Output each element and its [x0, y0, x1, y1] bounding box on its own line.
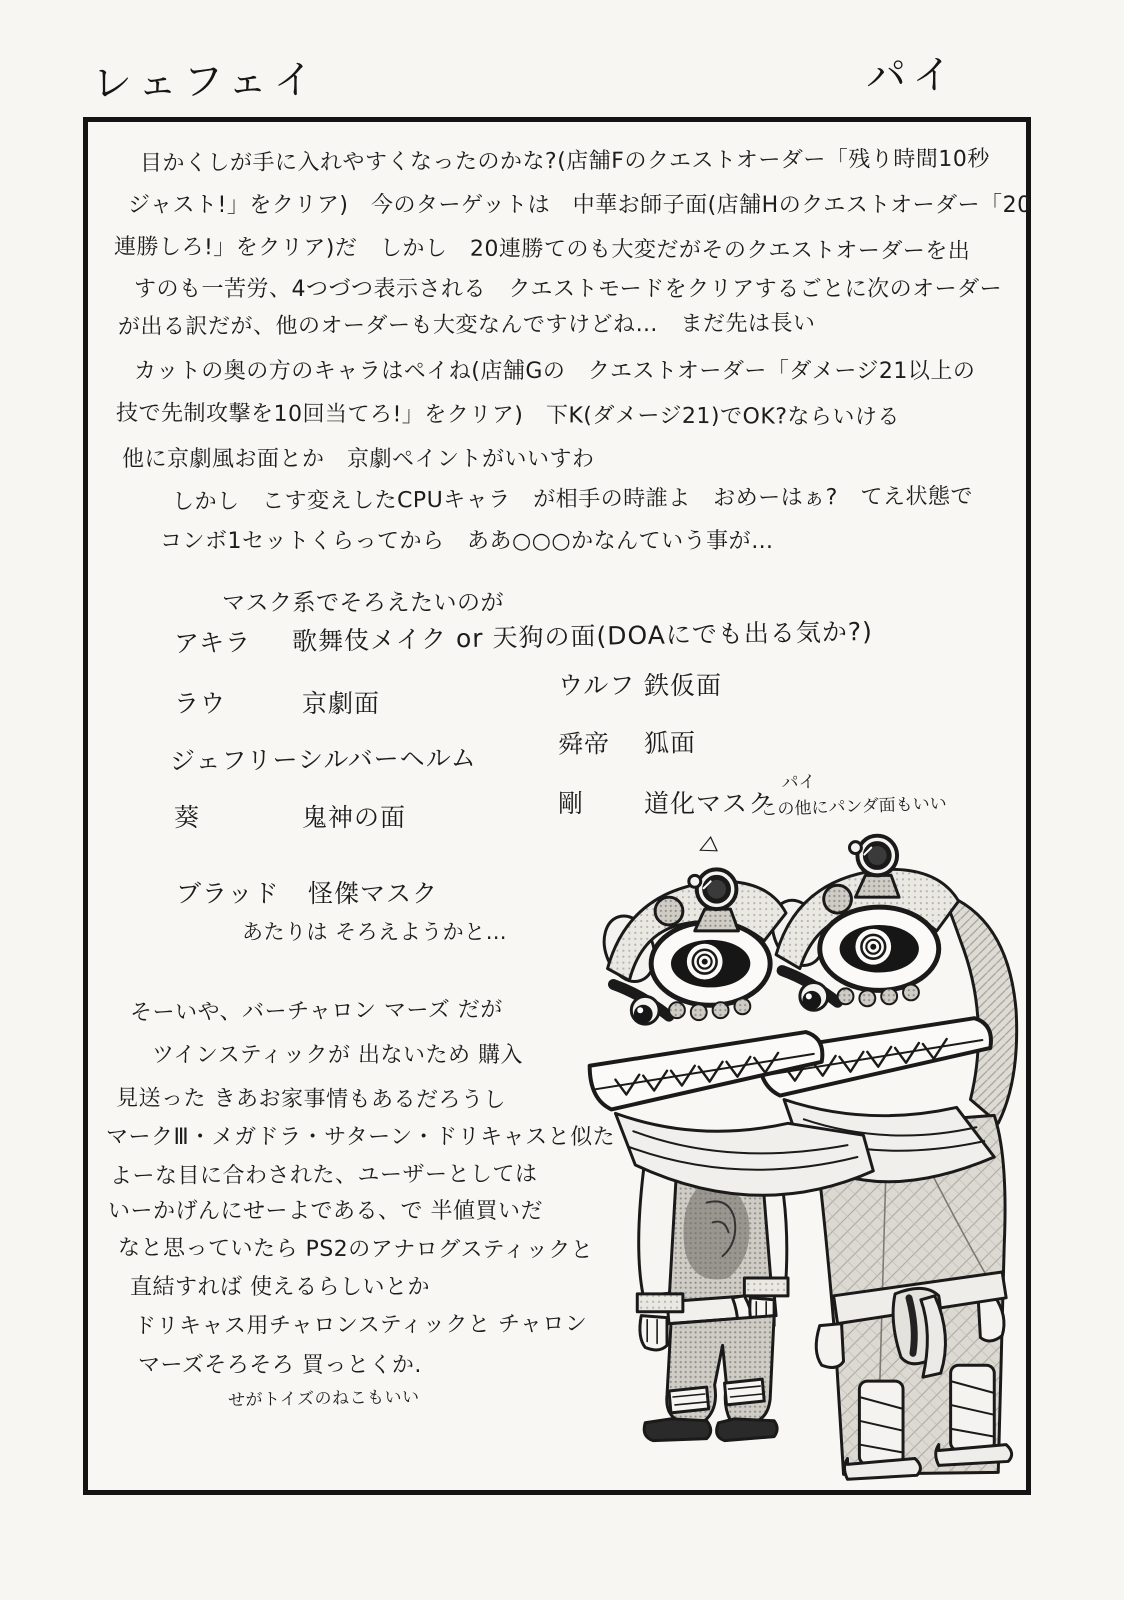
- character-name: アキラ: [173, 627, 252, 659]
- character-name: パイ: [781, 772, 816, 794]
- handwritten-line: 他に京劇風お面とか 京劇ペイントがいいすわ: [122, 447, 595, 472]
- mask-list-closing: あたりは そろえようかと…: [242, 920, 508, 944]
- mask-name: 歌舞伎メイク or 天狗の面(DOAにでも出る気か?): [291, 616, 874, 657]
- handwritten-line: よーな目に合わされた、ユーザーとしては: [109, 1161, 538, 1190]
- handwritten-line: そーいや、バーチャロン マーズ だが: [129, 997, 503, 1026]
- character-name: 葵: [174, 803, 201, 832]
- handwritten-line: マーズそろそろ 買っとくか.: [138, 1353, 422, 1378]
- mask-name: 怪傑マスク: [308, 879, 439, 908]
- mask-row-shun: [558, 723, 696, 760]
- mask-list-header: マスク系でそろえたいのが: [222, 590, 504, 616]
- mask-name: 京劇面: [302, 689, 381, 718]
- handwritten-line: ジャスト!」をクリア) 今のターゲットは 中華お師子面(店舗Hのクエストオーダー「20: [128, 193, 1032, 218]
- character-name: ブラッド: [176, 879, 280, 908]
- handwritten-line: が出る訳だが、他のオーダーも大変なんですけどね… まだ先は長い: [117, 311, 816, 340]
- mask-name: 鉄仮面: [644, 671, 723, 700]
- mask-name: 道化マスク: [644, 789, 775, 818]
- handwritten-line: コンボ1セットくらってから ああ○○○かなんていう事が…: [160, 529, 774, 554]
- handwritten-line: ツインスティックが 出ないため 購入: [152, 1043, 524, 1068]
- handwritten-line: 技で先制攻撃を10回当てろ!」をクリア) 下K(ダメージ21)でOK?ならいける: [115, 400, 901, 431]
- mask-row-goh: [558, 784, 774, 820]
- character-name: 剛: [558, 789, 585, 818]
- mask-name: 鬼神の面: [302, 803, 407, 832]
- handwritten-line: しかし こす変えしたCPUキャラ が相手の時誰よ おめーはぁ? てえ状態で: [171, 484, 974, 515]
- illustration-two-lion-mask-figures: [550, 828, 1026, 1486]
- handwritten-line: 目かくしが手に入れやすくなったのかな?(店舗Fのクエストオーダー「残り時間10秒: [139, 146, 990, 177]
- character-name: ジェフリー: [169, 745, 299, 776]
- handwritten-line: すのも一苦労、4つづつ表示される クエストモードをクリアするごとに次のオーダー: [134, 277, 1003, 302]
- mask-name: 狐面: [643, 728, 697, 758]
- handwritten-line: ドリキャス用チャロンスティックと チャロン: [133, 1311, 588, 1340]
- footnote: せがトイズのねこもいい: [227, 1387, 420, 1411]
- content-panel: [83, 117, 1031, 1495]
- handwritten-line: マークⅢ・メガドラ・サターン・ドリキャスと似た: [106, 1125, 616, 1150]
- character-name: 舜帝: [557, 729, 611, 759]
- mask-row-lau: [174, 684, 380, 720]
- pai-pointer-icon: ◁: [693, 831, 720, 862]
- mask-row-brad: [176, 874, 438, 910]
- handwritten-line: カットの奥の方のキャラはペイね(店舗Gの クエストオーダー「ダメージ21以上の: [134, 359, 976, 384]
- lion-mask-drawing: [550, 828, 1026, 1486]
- handwritten-line: なと思っていたら PS2のアナログスティックと: [117, 1235, 594, 1264]
- mask-row-wolf: [558, 666, 722, 702]
- mask-row-aoi: [174, 798, 406, 834]
- mask-row-akira: [174, 612, 873, 660]
- handwritten-line: 見送った きあお家事情もあるだろうし: [115, 1085, 507, 1114]
- character-name: ウルフ: [558, 671, 636, 700]
- handwritten-line: 連勝しろ!」をクリア)だ しかし 20連勝てのも大変だがそのクエストオーダーを出: [113, 234, 971, 265]
- page-title-right-character: パイ: [865, 52, 959, 100]
- page-title-left-character: レェフェイ: [91, 57, 320, 107]
- handwritten-line: 直結すれば 使えるらしいとか: [130, 1275, 430, 1300]
- character-name: ラウ: [174, 689, 227, 718]
- mask-name: シルバーヘルム: [297, 743, 477, 775]
- note-text: この他にパンダ面もいい: [760, 793, 948, 821]
- mask-row-jeffry: [170, 738, 477, 777]
- pai-note: [759, 765, 947, 823]
- handwritten-line: いーかげんにせーよである、で 半値買いだ: [108, 1199, 543, 1224]
